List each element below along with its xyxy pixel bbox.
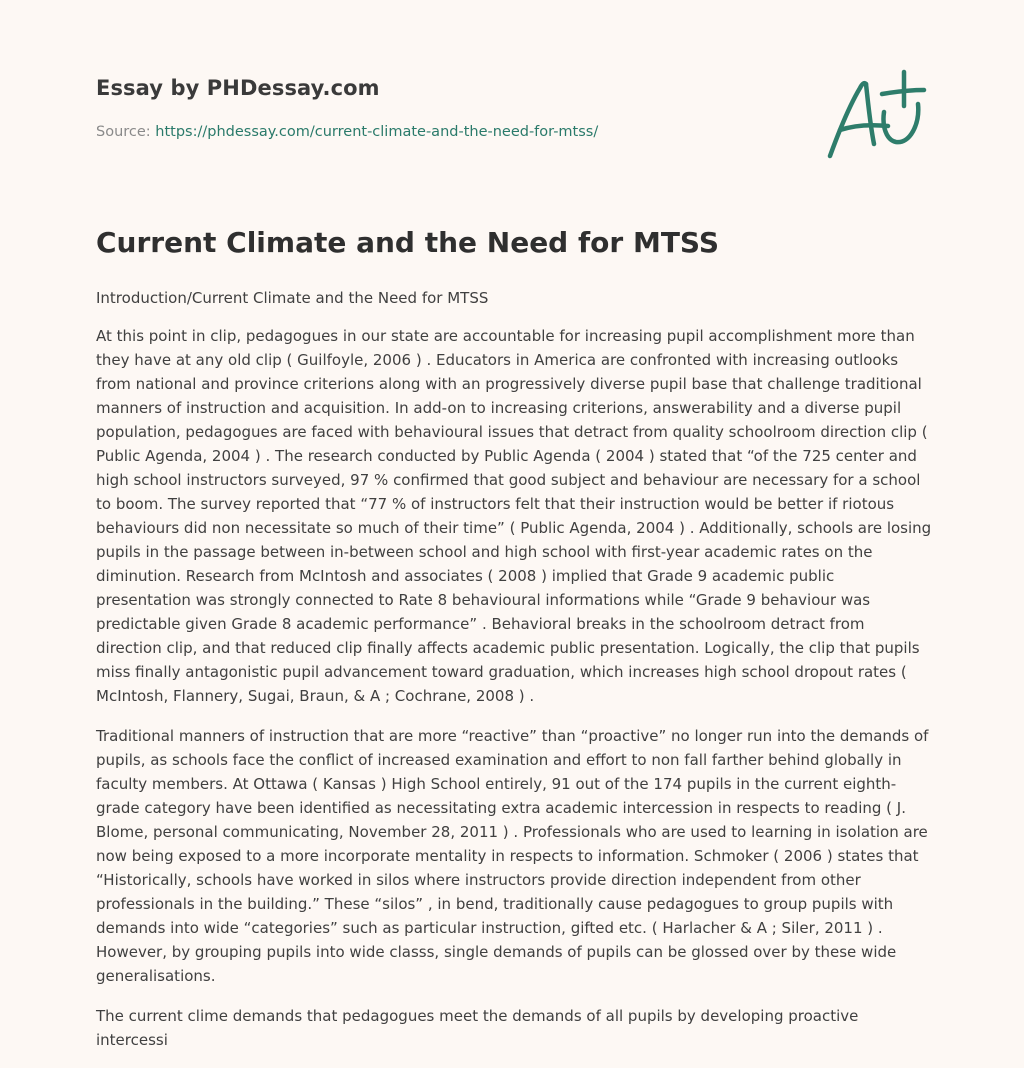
source-link[interactable]: https://phdessay.com/current-climate-and-the-need-for-mtss/ [155,124,599,140]
essay-title: Current Climate and the Need for MTSS [96,226,719,259]
essay-body [96,286,932,1068]
essay-paragraph: At this point in clip, pedagogues in our state are accountable for increasing pupil accomplishment more than they have at any old clip ( Guilfoyle, 2006 ) . Educators in America are confronted with increasing outlooks from national and province criterions along with an progressively diverse pupil base that challenge traditional manners of instruction and acquisition. In add-on to increasing criterions, answerability and a diverse pupil population, pedagogues are faced with behavioural issues that detract from quality schoolroom direction clip ( Public Agenda, 2004 ) . The research conducted by Public Agenda ( 2004 ) stated that “of the 725 center and high school instructors surveyed, 97 % confirmed that good subject and behaviour are necessary for a school to boom. The survey reported that “77 % of instructors felt that their instruction would be better if riotous behaviours did non necessitate so much of their time” ( Public Agenda, 2004 ) . Additionally, schools are losing pupils in the passage between in-between school and high school with first-year academic rates on the diminution. Research from McIntosh and associates ( 2008 ) implied that Grade 9 academic public presentation was strongly connected to Rate 8 behavioural informations while “Grade 9 behaviour was predictable given Grade 8 academic performance” . Behavioral breaks in the schoolroom detract from direction clip, and that reduced clip finally affects academic public presentation. Logically, the clip that pupils miss finally antagonistic pupil advancement toward graduation, which increases high school dropout rates ( McIntosh, Flannery, Sugai, Braun, & A ; Cochrane, 2008 ) . [96,327,932,705]
essay-paragraph: Introduction/Current Climate and the Need for MTSS [96,289,489,307]
a-plus-logo-icon [824,68,928,164]
essay-paragraph: Traditional manners of instruction that are more “reactive” than “proactive” no longer run into the demands of pupils, as schools face the conflict of increased examination and effort to non fall farther behind globally in faculty members. At Ottawa ( Kansas ) High School entirely, 91 out of the 174 pupils in the current eighth-grade category have been identified as necessitating extra academic intercession in respects to reading ( J. Blome, personal communicating, November 28, 2011 ) . Professionals who are used to learning in isolation are now being exposed to a more incorporate mentality in respects to information. Schmoker ( 2006 ) states that “Historically, schools have worked in silos where instructors provide direction independent from other professionals in the building.” These “silos” , in bend, traditionally cause pedagogues to group pupils with demands into wide “categories” such as particular instruction, gifted etc. ( Harlacher & A ; Siler, 2011 ) . However, by grouping pupils into wide classs, single demands of pupils can be glossed over by these wide generalisations. [96,727,929,985]
site-header [96,76,932,176]
site-title: Essay by PHDessay.com [96,76,380,100]
source-label: Source: [96,124,156,140]
essay-paragraph: The current clime demands that pedagogues meet the demands of all pupils by developing proactive intercessi [96,1007,859,1049]
source-line [96,124,598,140]
